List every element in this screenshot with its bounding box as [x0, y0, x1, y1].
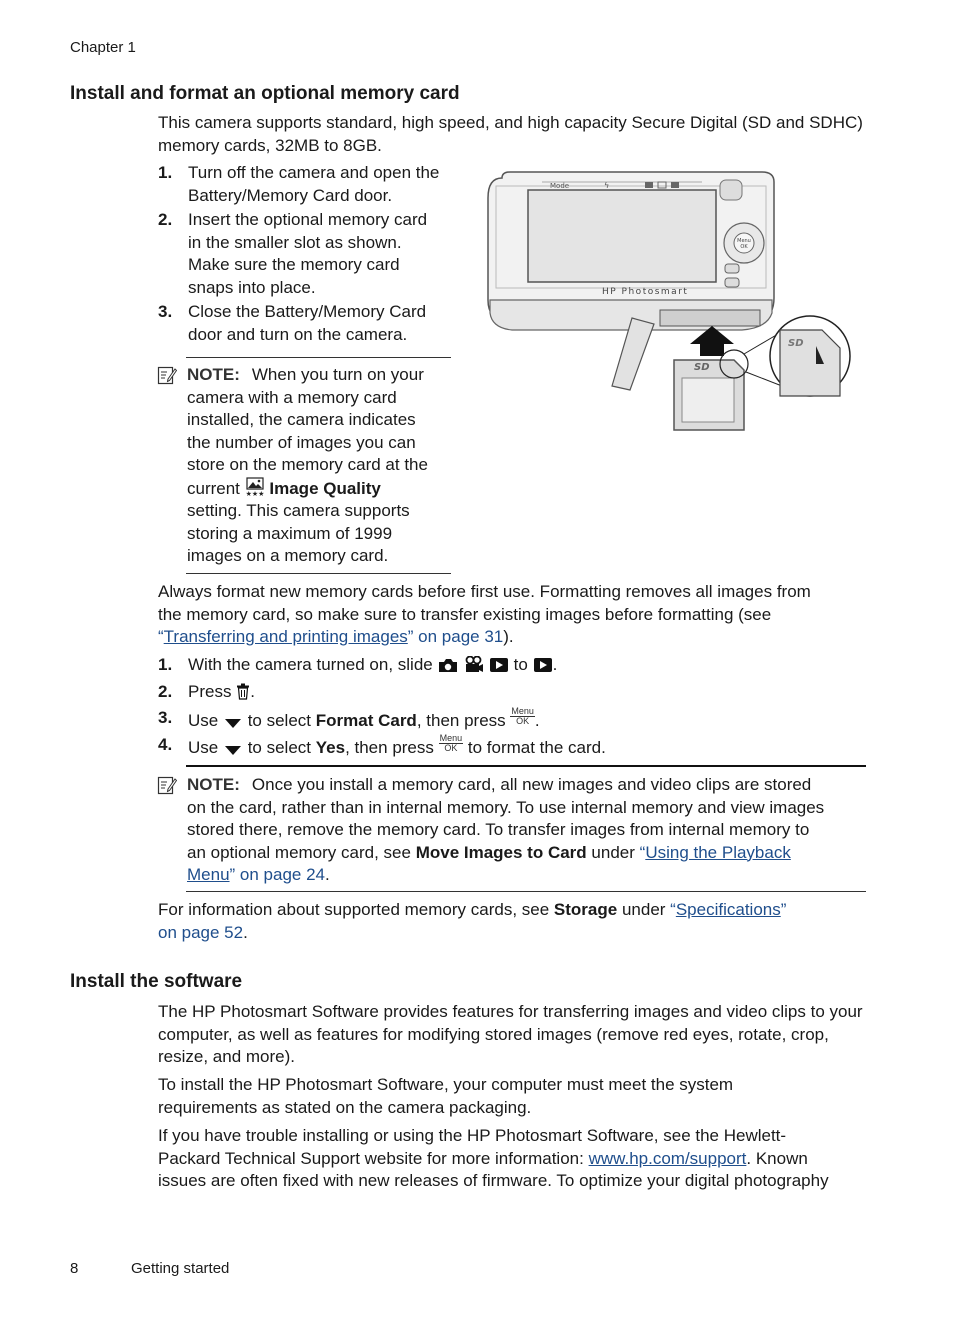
- link-playback-menu-cont[interactable]: Menu” on page 24: [187, 865, 325, 884]
- video-icon: [464, 656, 484, 673]
- svg-text:Menu: Menu: [737, 238, 751, 244]
- software-paragraph-1: The HP Photosmart Software provides features for transferring images and video clips to your computer, as well as features for modifying stored images (remove red eyes, rotate, crop, resize, and more).: [158, 1002, 863, 1066]
- format-step: 4. Use to select Yes, then press Menu OK to format the card.: [158, 733, 606, 757]
- format-paragraph: Always format new memory cards before first use. Formatting removes all images from the memory card, so make sure to transfer existing images before formatting (see “Transferring and printing images” on page 31).: [158, 582, 811, 646]
- software-paragraph-3: If you have trouble installing or using the HP Photosmart Software, see the Hewlett- Packard Technical Support website for more information: www.hp.com/support. Known issues are often fixed with new releases of firmware. To optimize your digital photography: [158, 1126, 829, 1190]
- note-memory-card-count: NOTE: When you turn on your camera with a memory card installed, the camera indicates the number of images you can store on the memory card at the current ★★★ Image Quality setting. This camera supports storing a maximum of 1999 images on a memory card.: [187, 365, 428, 565]
- playback-icon: [489, 657, 509, 673]
- note-bottom-rule: [186, 573, 451, 574]
- storage-paragraph: For information about supported memory cards, see Storage under “Specifications” on page 52.: [158, 900, 787, 942]
- menu-ok-icon: Menu OK: [511, 706, 534, 726]
- delete-icon: [236, 683, 250, 700]
- link-hp-support[interactable]: www.hp.com/support: [588, 1148, 747, 1168]
- card-step: 2. Insert the optional memory card in the smaller slot as shown. Make sure the memory card snaps into place.: [158, 210, 428, 297]
- link-specifications[interactable]: “Specifications”: [670, 900, 787, 919]
- delete-button: [725, 278, 739, 287]
- sd-card-label: [682, 378, 734, 422]
- software-paragraph-2: To install the HP Photosmart Software, your computer must meet the system requirements as stated on the camera packaging.: [158, 1075, 734, 1117]
- note2-top-rule: [186, 765, 866, 767]
- format-step: 1. With the camera turned on, slide to .: [158, 655, 558, 674]
- page-number: 8: [70, 1260, 79, 1277]
- note2-bottom-rule: [186, 891, 866, 892]
- camera-memory-card-illustration: [482, 168, 857, 436]
- back-button: [725, 264, 739, 273]
- note-internal-memory: NOTE: Once you install a memory card, all new images and video clips are stored on the card, rather than in internal memory. To use internal memory and view images stored there, remove the memory card. To transfer images from internal memory to an optional memory card, see Move Images to Card under “Using the Playback Menu” on page 24.: [187, 775, 825, 884]
- mode-label: Mode: [550, 182, 570, 190]
- svg-text:OK: OK: [740, 244, 748, 250]
- menu-ok-icon: Menu OK: [439, 733, 463, 753]
- footer-section: Getting started: [131, 1260, 230, 1277]
- card-step: 1. Turn off the camera and open the Battery/Memory Card door.: [158, 163, 440, 205]
- card-steps-list: [158, 162, 458, 346]
- note-icon: [157, 365, 177, 385]
- image-quality-icon: [245, 477, 265, 497]
- playback-mode-icon: [671, 182, 679, 188]
- section-title-software: Install the software: [70, 971, 243, 992]
- sd-logo: SD: [694, 362, 710, 373]
- note-top-rule: [186, 357, 451, 358]
- link-playback-menu[interactable]: “Using the Playback: [639, 842, 791, 862]
- intro-paragraph: This camera supports standard, high speed, and high capacity Secure Digital (SD and SDHC) memory cards, 32MB to 8GB.: [158, 113, 863, 155]
- mode-slider: [720, 180, 742, 200]
- svg-text:SD: SD: [788, 338, 804, 349]
- section-title-memory-card: Install and format an optional memory card: [70, 83, 460, 104]
- note-icon: [157, 775, 177, 795]
- memory-card-slot: [660, 310, 760, 326]
- camera-mode-icon: [645, 182, 653, 188]
- format-step: 3. Use to select Format Card, then press Menu OK .: [158, 706, 540, 730]
- playback-icon: [533, 657, 553, 673]
- down-arrow-icon: [223, 717, 243, 729]
- format-step: 2. Press .: [158, 682, 255, 701]
- chapter-header: Chapter 1: [70, 39, 136, 56]
- link-transferring-printing[interactable]: “Transferring and printing images” on page 31: [158, 627, 504, 646]
- format-steps-list: [158, 654, 858, 760]
- camera-screen: [528, 190, 716, 282]
- link-specifications-page[interactable]: on page 52: [158, 922, 244, 942]
- down-arrow-icon: [223, 744, 243, 756]
- flash-icon: ϟ: [604, 181, 610, 190]
- svg-text:★★★: ★★★: [245, 489, 265, 497]
- camera-brand: HP Photosmart: [602, 287, 689, 297]
- card-step: 3. Close the Battery/Memory Card door and turn on the camera.: [158, 302, 427, 344]
- camera-icon: [437, 657, 459, 673]
